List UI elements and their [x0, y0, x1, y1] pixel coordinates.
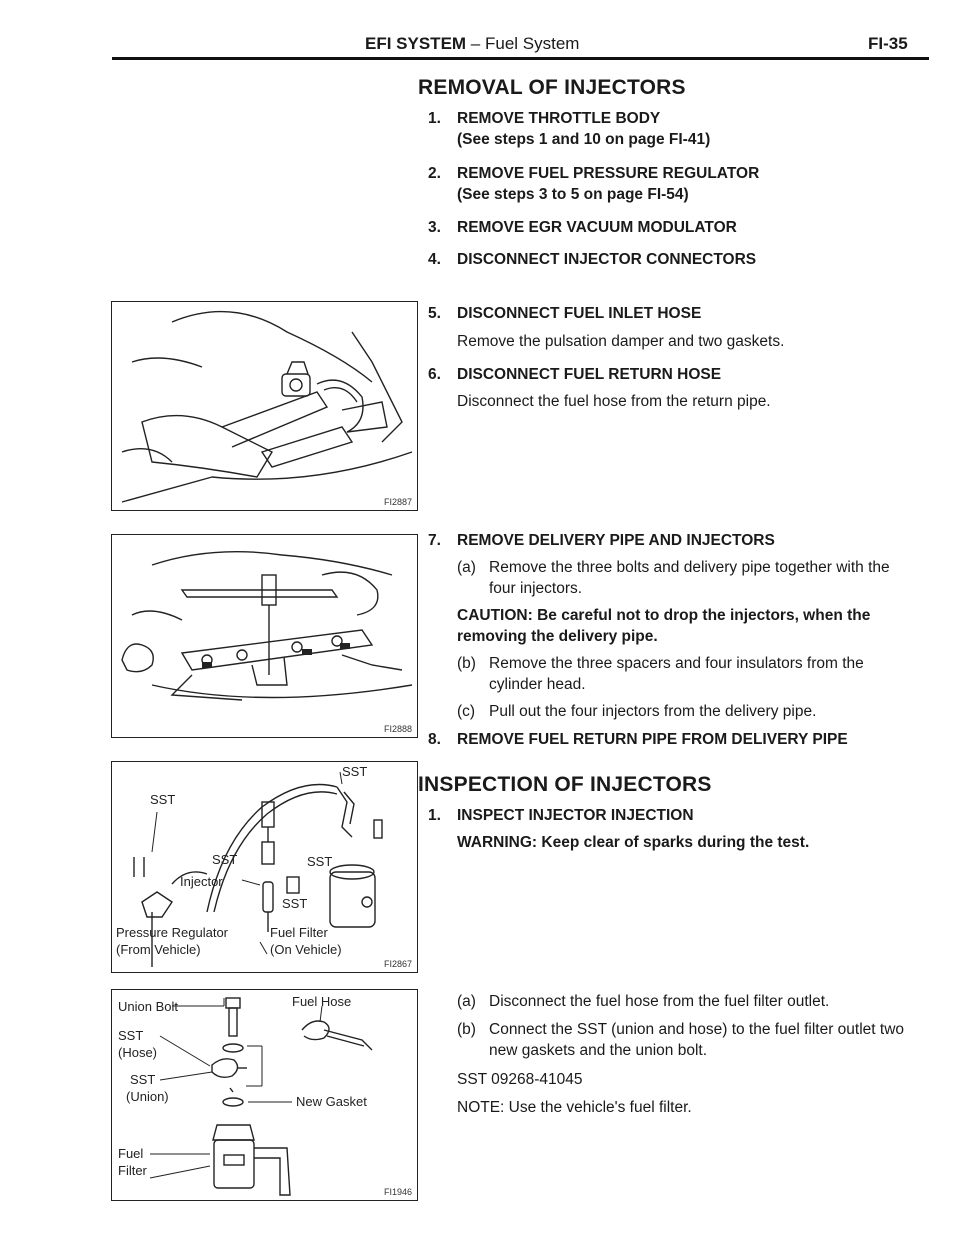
- running-header: [365, 34, 579, 54]
- figure-id: FI2887: [383, 497, 412, 507]
- figure-sst-connection: [111, 989, 418, 1201]
- label-from-vehicle: (From Vehicle): [116, 942, 201, 957]
- step-7-item-b: (b) Remove the three spacers and four insulators from the cylinder head.: [457, 655, 864, 693]
- label-new-gasket: New Gasket: [296, 1094, 367, 1109]
- section-title-inspection: INSPECTION OF INJECTORS: [418, 773, 712, 796]
- label-filter: Filter: [118, 1163, 147, 1178]
- illustration-delivery-pipe: [112, 535, 417, 737]
- figure-delivery-pipe-removal: [111, 534, 418, 738]
- removal-step-2-ref: (See steps 3 to 5 on page FI-54): [457, 186, 689, 203]
- warning-note: WARNING: Keep clear of sparks during the test.: [457, 834, 810, 851]
- label-sst-union: SST: [130, 1072, 156, 1087]
- inspection-item-b: (b) Connect the SST (union and hose) to the fuel filter outlet two new gaskets and the union bolt.: [457, 1021, 905, 1059]
- figure-injector-test-setup: [111, 761, 418, 973]
- label-pressure-regulator: Pressure Regulator: [116, 925, 228, 940]
- label-fuel-filter: Fuel Filter: [270, 925, 328, 940]
- label-sst-low: SST: [282, 896, 308, 911]
- label-sst-left: SST: [150, 792, 176, 807]
- label-union: (Union): [126, 1089, 169, 1104]
- removal-step-7: 7. REMOVE DELIVERY PIPE AND INJECTORS: [428, 532, 775, 549]
- label-sst-hose: SST: [118, 1028, 144, 1043]
- inspection-note: NOTE: Use the vehicle's fuel filter.: [457, 1099, 692, 1116]
- label-sst-right: SST: [307, 854, 333, 869]
- figure-id: FI2888: [383, 724, 412, 734]
- removal-step-6-body: Disconnect the fuel hose from the return pipe.: [457, 393, 771, 410]
- label-fuel-hose: Fuel Hose: [292, 994, 352, 1009]
- label-injector: Injector: [180, 874, 223, 889]
- removal-step-1-ref: (See steps 1 and 10 on page FI-41): [457, 131, 711, 148]
- sst-number: SST 09268-41045: [457, 1071, 583, 1088]
- caution-note: CAUTION: Be careful not to drop the injectors, when the removing the delivery pipe.: [457, 607, 871, 645]
- step-7-item-a: (a) Remove the three bolts and delivery pipe together with the four injectors.: [457, 559, 890, 597]
- figure-throttle-hose-wrench: [111, 301, 418, 511]
- removal-step-3: 3. REMOVE EGR VACUUM MODULATOR: [428, 219, 737, 236]
- label-sst-mid: SST: [212, 852, 238, 867]
- removal-step-2: 2. REMOVE FUEL PRESSURE REGULATOR: [428, 165, 760, 182]
- inspection-step-1: 1. INSPECT INJECTOR INJECTION: [428, 807, 694, 824]
- removal-step-5-body: Remove the pulsation damper and two gaskets.: [457, 333, 785, 350]
- removal-step-8: 8. REMOVE FUEL RETURN PIPE FROM DELIVERY PIPE: [428, 731, 848, 748]
- header-rule: [112, 57, 929, 60]
- label-union-bolt: Union Bolt: [118, 999, 178, 1014]
- figure-id: FI1946: [383, 1187, 412, 1197]
- removal-step-6: 6. DISCONNECT FUEL RETURN HOSE: [428, 366, 722, 383]
- section-title-removal: REMOVAL OF INJECTORS: [418, 76, 686, 99]
- figure-id: FI2867: [383, 959, 412, 969]
- label-hose: (Hose): [118, 1045, 158, 1060]
- label-on-vehicle: (On Vehicle): [270, 942, 342, 957]
- inspection-item-a: (a) Disconnect the fuel hose from the fuel filter outlet.: [457, 993, 830, 1010]
- step-7-item-c: (c) Pull out the four injectors from the delivery pipe.: [457, 703, 817, 720]
- header-title: EFI SYSTEM: [365, 34, 467, 53]
- removal-step-1: 1. REMOVE THROTTLE BODY: [428, 110, 661, 127]
- header-subtitle: – Fuel System: [466, 34, 580, 53]
- removal-step-4: 4. DISCONNECT INJECTOR CONNECTORS: [428, 251, 757, 268]
- removal-step-5: 5. DISCONNECT FUEL INLET HOSE: [428, 305, 702, 322]
- label-fuel: Fuel: [118, 1146, 144, 1161]
- page-number: FI-35: [868, 34, 908, 53]
- label-sst-top: SST: [342, 764, 368, 779]
- illustration-hose-removal: [112, 302, 417, 510]
